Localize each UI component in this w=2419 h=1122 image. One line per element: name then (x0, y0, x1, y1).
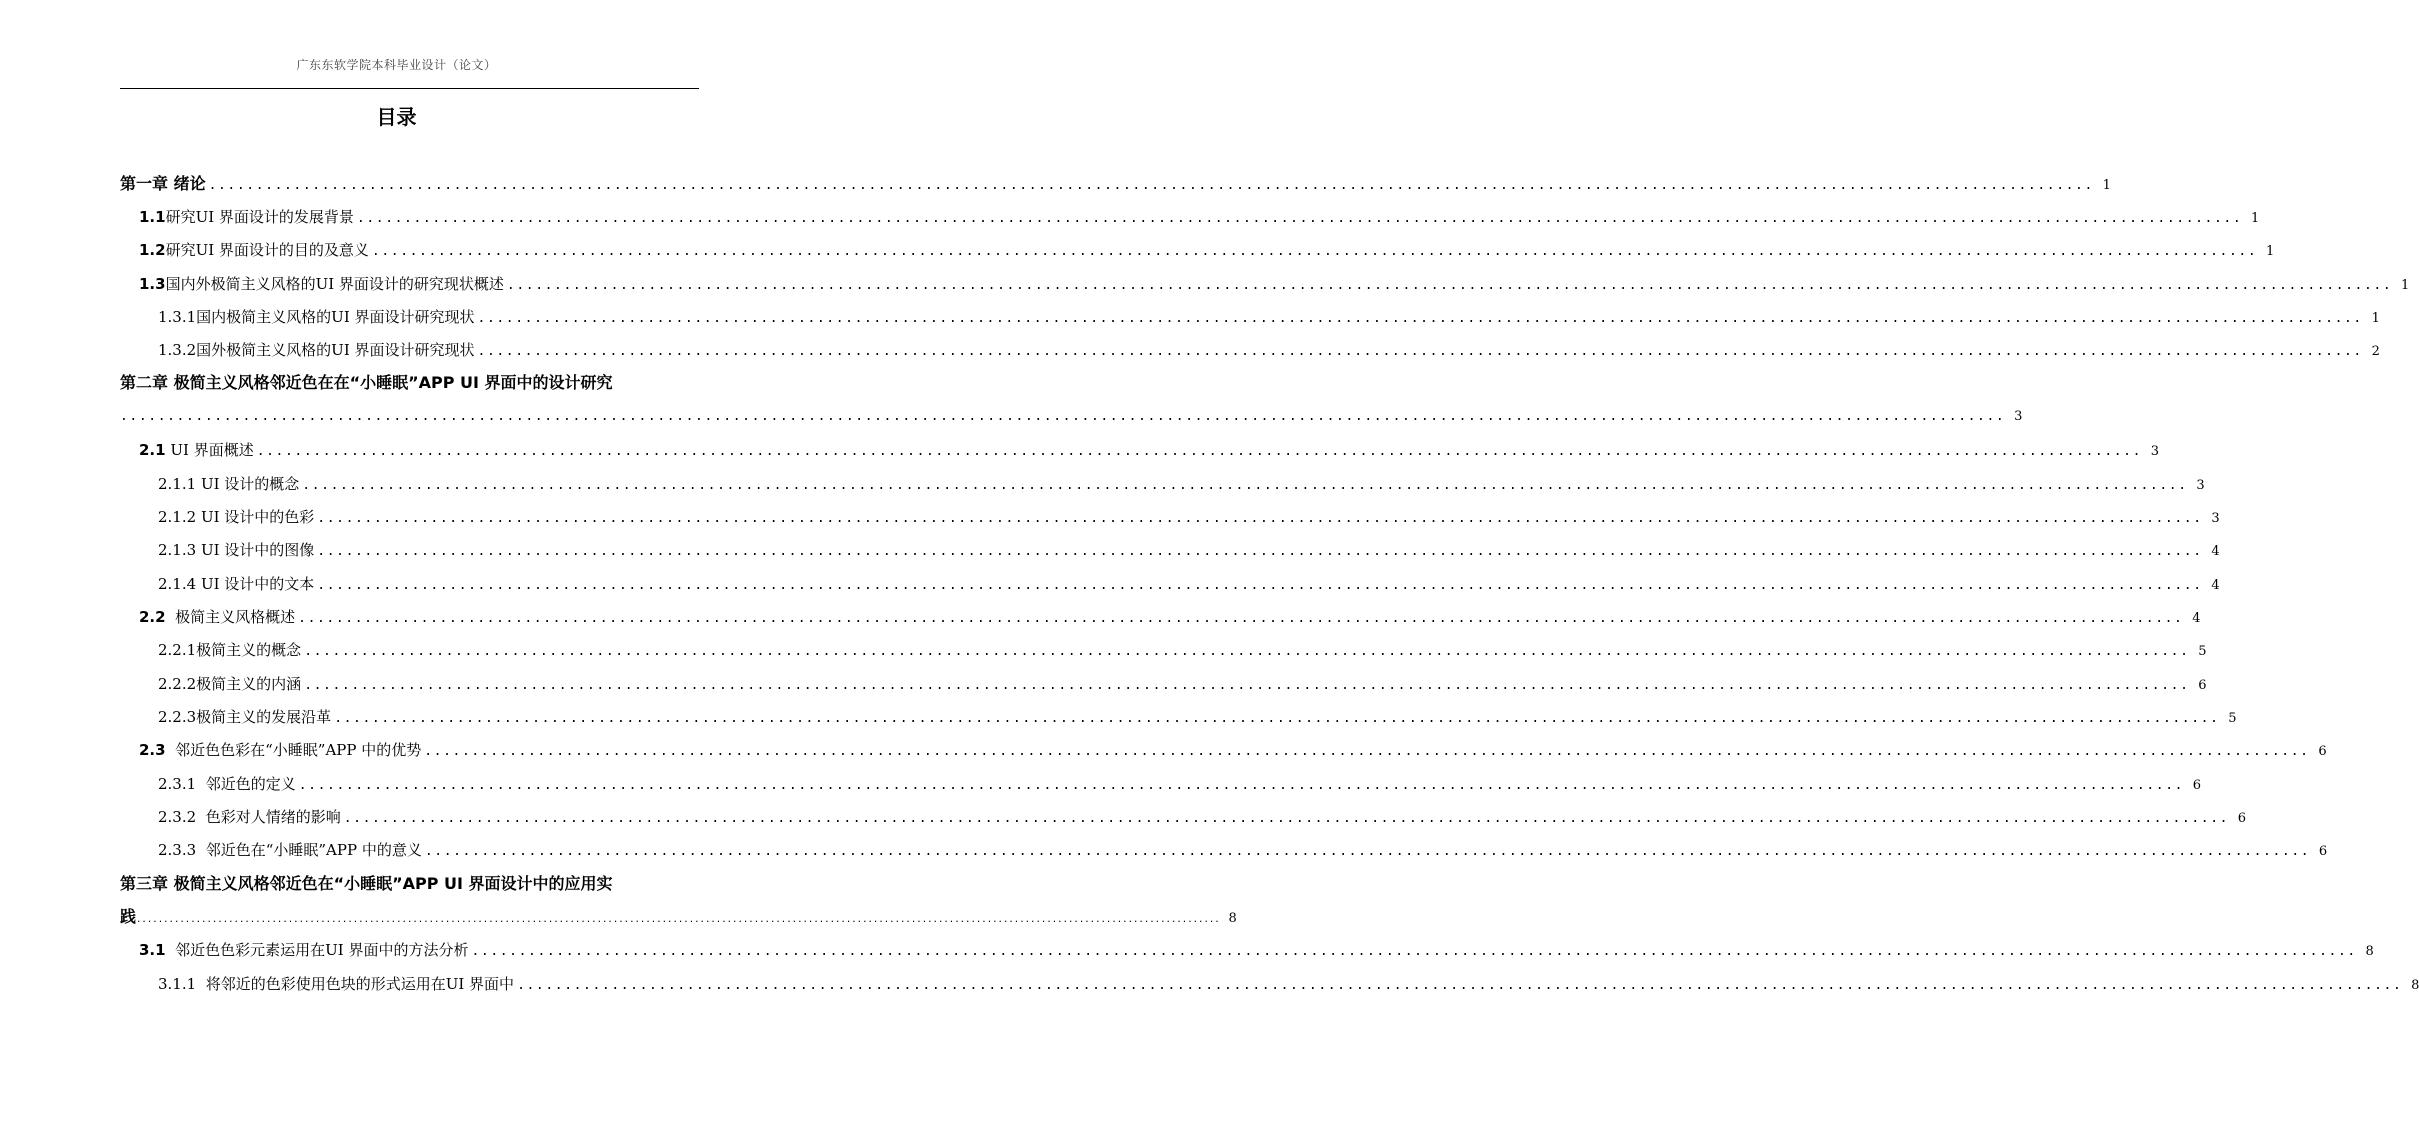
toc-entry-number: 2.1 (139, 441, 166, 459)
toc-leader-dots: ........................................................................................................................................................................................................ (517, 978, 2403, 993)
toc-entry-2-2-2[interactable] (158, 670, 2207, 698)
toc-entry-label: 色彩对人情绪的影响 (205, 808, 341, 826)
toc-entry-3-1-1[interactable] (158, 970, 2419, 998)
toc-leader-dots: ........................................................................................................................................................................................................ (317, 544, 2203, 559)
toc-entry-chapter-3[interactable] (120, 903, 1237, 931)
toc-entry-1-3[interactable] (139, 270, 2410, 298)
toc-entry-chapter-2[interactable] (120, 403, 2023, 431)
toc-entry-page: 1 (2102, 178, 2111, 193)
toc-entry-1-3-2[interactable] (158, 336, 2380, 364)
toc-entry-page: 3 (2211, 511, 2220, 526)
toc-leader-dots: ........................................................................................................................................................................................................ (471, 944, 2357, 959)
toc-entry-page: 1 (2400, 278, 2410, 293)
toc-entry-page: 2 (2371, 344, 2380, 359)
toc-entry-page: 3 (2150, 444, 2160, 459)
toc-leader-dots: ........................................................................................................................................................................................................ (302, 478, 2188, 493)
toc-leader-dots: ........................................................................................................................................................................................................ (371, 244, 2258, 259)
toc-leader-dots: ........................................................................................................................................................................................................ (208, 178, 2094, 193)
toc-entry-label: 研究UI 界面设计的发展背景 (165, 208, 354, 226)
toc-entry-page: 5 (2228, 711, 2237, 726)
toc-entry-number: 2.3.2 (158, 808, 197, 826)
toc-leader-dots: ........................................................................................................................................................................................................ (120, 409, 2006, 424)
toc-entry-2-1-1[interactable] (158, 470, 2205, 498)
toc-entry-number: 2.1.1 (158, 475, 197, 493)
toc-leader-dots: ........................................................................................................................................................................................................ (136, 915, 1220, 925)
toc-entry-page: 8 (2411, 978, 2419, 993)
toc-entry-number: 3.1.1 (158, 975, 197, 993)
toc-leader-dots: ........................................................................................................................................................................................................ (256, 444, 2143, 459)
toc-entry-2-1-2[interactable] (158, 503, 2220, 531)
toc-entry-page: 6 (2237, 811, 2247, 826)
toc-entry-2-2-3[interactable] (158, 703, 2237, 731)
toc-entry-label: 国内外极简主义风格的UI 界面设计的研究现状概述 (165, 275, 504, 293)
toc-entry-page: 1 (2371, 311, 2380, 326)
toc-entry-number: 1.1 (139, 208, 166, 226)
toc-entry-label: 邻近色在“小睡眠”APP 中的意义 (205, 841, 422, 859)
toc-entry-1-1[interactable] (139, 203, 2260, 231)
toc-entry-label: UI 设计中的图像 (200, 541, 315, 559)
toc-leader-dots: ........................................................................................................................................................................................................ (356, 211, 2243, 226)
toc-entry-label: 邻近色的定义 (205, 775, 296, 793)
toc-entry-label: UI 界面概述 (170, 441, 254, 459)
toc-entry-number: 2.2 (139, 608, 166, 626)
toc-entry-page: 6 (2198, 678, 2207, 693)
toc-entry-2-2-1[interactable] (158, 636, 2207, 664)
toc-entry-label-continued: 践 (120, 907, 137, 926)
toc-entry-label: 邻近色色彩在“小睡眠”APP 中的优势 (175, 741, 422, 759)
toc-entry-number: 2.2.2 (158, 675, 197, 693)
toc-leader-dots: ........................................................................................................................................................................................................ (343, 811, 2230, 826)
toc-entry-number: 3.1 (139, 941, 166, 959)
toc-entry-2-2[interactable] (139, 603, 2201, 631)
toc-entry-2-3-2[interactable] (158, 803, 2247, 831)
toc-entry-number: 2.3 (139, 741, 166, 759)
toc-leader-dots: ........................................................................................................................................................................................................ (334, 711, 2220, 726)
toc-entry-1-2[interactable] (139, 236, 2275, 264)
toc-entry-page: 8 (2365, 944, 2374, 959)
toc-leader-dots: ........................................................................................................................................................................................................ (298, 611, 2184, 626)
toc-entry-label: 邻近色色彩元素运用在UI 界面中的方法分析 (175, 941, 469, 959)
toc-entry-number: 1.3.1 (158, 308, 197, 326)
toc-leader-dots: ........................................................................................................................................................................................................ (477, 344, 2363, 359)
toc-entry-label: 国外极简主义风格的UI 界面设计研究现状 (196, 341, 475, 359)
toc-entry-label: 国内极简主义风格的UI 界面设计研究现状 (196, 308, 475, 326)
toc-entry-label: 极简主义风格概述 (175, 608, 296, 626)
toc-entry-2-3-3[interactable] (158, 836, 2328, 864)
toc-leader-dots: ........................................................................................................................................................................................................ (506, 278, 2393, 293)
toc-entry-label: 将邻近的色彩使用色块的形式运用在UI 界面中 (205, 975, 515, 993)
toc-leader-dots: ........................................................................................................................................................................................................ (317, 511, 2203, 526)
toc-entry-page: 5 (2198, 644, 2207, 659)
toc-entry-2-1[interactable] (139, 436, 2160, 464)
toc-entry-2-3-1[interactable] (158, 770, 2202, 798)
toc-entry-page: 1 (2250, 211, 2260, 226)
toc-entry-page: 4 (2192, 611, 2201, 626)
toc-leader-dots: ........................................................................................................................................................................................................ (317, 578, 2203, 593)
toc-entry-number: 1.3 (139, 275, 166, 293)
toc-entry-page: 3 (2196, 478, 2205, 493)
toc-entry-page: 1 (2265, 244, 2275, 259)
toc-entry-number: 2.1.4 (158, 575, 197, 593)
toc-title: 目录 (376, 105, 417, 129)
toc-entry-number: 2.3.1 (158, 775, 197, 793)
toc-entry-label: 极简主义的发展沿革 (196, 708, 332, 726)
toc-entry-page: 6 (2192, 778, 2202, 793)
toc-entry-label: 极简主义的概念 (196, 641, 302, 659)
toc-entry-number: 2.2.3 (158, 708, 197, 726)
toc-entry-chapter-1[interactable] (120, 170, 2111, 198)
toc-entry-number: 2.2.1 (158, 641, 197, 659)
toc-entry-chapter-3-label[interactable]: 第三章 极简主义风格邻近色在“小睡眠”APP UI 界面设计中的应用实 (120, 874, 613, 893)
toc-entry-number: 1.2 (139, 241, 166, 259)
toc-entry-label: 极简主义的内涵 (196, 675, 302, 693)
toc-entry-number: 2.3.3 (158, 841, 197, 859)
toc-entry-page: 4 (2211, 578, 2220, 593)
toc-leader-dots: ........................................................................................................................................................................................................ (304, 644, 2190, 659)
toc-entry-2-1-3[interactable] (158, 536, 2220, 564)
toc-entry-label: UI 设计中的文本 (200, 575, 315, 593)
toc-leader-dots: ........................................................................................................................................................................................................ (424, 744, 2310, 759)
toc-entry-page: 3 (2014, 409, 2023, 424)
toc-entry-page: 8 (1228, 911, 1237, 926)
toc-leader-dots: ........................................................................................................................................................................................................ (424, 844, 2311, 859)
toc-entry-label: 第一章 绪论 (120, 174, 206, 193)
toc-entry-chapter-2-label[interactable]: 第二章 极简主义风格邻近色在在“小睡眠”APP UI 界面中的设计研究 (120, 373, 613, 392)
toc-entry-2-3[interactable] (139, 736, 2327, 764)
toc-entry-label: UI 设计中的色彩 (200, 508, 315, 526)
toc-entry-page: 4 (2211, 544, 2220, 559)
toc-entry-number: 1.3.2 (158, 341, 197, 359)
toc-entry-1-3-1[interactable] (158, 303, 2380, 331)
toc-leader-dots: ........................................................................................................................................................................................................ (477, 311, 2363, 326)
running-header: 广东东软学院本科毕业设计（论文） (296, 58, 497, 72)
toc-entry-2-1-4[interactable] (158, 570, 2220, 598)
toc-entry-3-1[interactable] (139, 936, 2374, 964)
toc-entry-label: UI 设计的概念 (200, 475, 300, 493)
toc-entry-page: 6 (2318, 744, 2327, 759)
toc-entry-number: 2.1.3 (158, 541, 197, 559)
toc-leader-dots: ........................................................................................................................................................................................................ (298, 778, 2185, 793)
toc-entry-page: 6 (2318, 844, 2328, 859)
toc-entry-label: 研究UI 界面设计的目的及意义 (165, 241, 369, 259)
toc-entry-number: 2.1.2 (158, 508, 197, 526)
toc-leader-dots: ........................................................................................................................................................................................................ (304, 678, 2190, 693)
